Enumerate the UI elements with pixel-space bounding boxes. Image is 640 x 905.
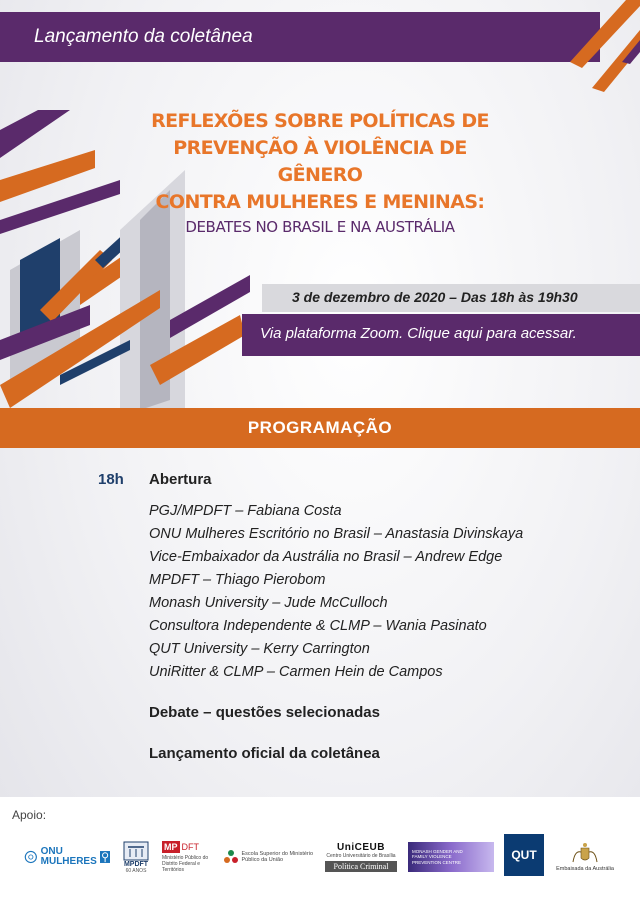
- speaker-item: Monash University – Jude McCulloch: [149, 595, 388, 611]
- speaker-item: PGJ/MPDFT – Fabiana Costa: [149, 503, 342, 519]
- speaker-item: ONU Mulheres Escritório no Brasil – Anastasia Divinskaya: [149, 526, 524, 542]
- title-line-2: PREVENÇÃO À VIOLÊNCIA DE GÊNERO: [173, 137, 467, 186]
- header-label: Lançamento da coletânea: [34, 26, 253, 47]
- politica-criminal-mark: Política Criminal: [325, 861, 397, 872]
- mulheres-text: MULHERES: [40, 856, 97, 867]
- event-title: [150, 108, 490, 216]
- esmpu-emblem-icon: [223, 849, 239, 865]
- program-opening: Abertura: [149, 471, 212, 488]
- dft-mark: DFT: [181, 842, 199, 852]
- support-label: Apoio:: [12, 808, 47, 822]
- mp-mark: MP: [164, 842, 178, 852]
- monash-logo: [408, 842, 494, 872]
- program-debate: Debate – questões selecionadas: [149, 704, 380, 721]
- speaker-item: UniRitter & CLMP – Carmen Hein de Campos: [149, 664, 443, 680]
- program-time: 18h: [98, 471, 124, 488]
- header-bar: [0, 12, 600, 62]
- speaker-item: QUT University – Kerry Carrington: [149, 641, 370, 657]
- uniceub-subtitle: Centro Universitário de Brasília: [326, 853, 396, 859]
- esmpu-logo: [220, 834, 320, 880]
- onu-mulheres-logo: [24, 834, 110, 880]
- program-launch: Lançamento oficial da coletânea: [149, 745, 380, 762]
- speaker-item: Consultora Independente & CLMP – Wania Pasinato: [149, 618, 487, 634]
- qut-logo: [504, 834, 544, 876]
- mpdft-60-logo: [118, 834, 154, 880]
- monash-text: MONASH GENDER AND FAMILY VIOLENCE PREVENTION CENTRE: [412, 848, 463, 865]
- uniceub-text: UniCEUB: [337, 842, 385, 853]
- corner-stripes-decoration: [530, 0, 640, 100]
- program-heading: PROGRAMAÇÃO: [247, 418, 393, 437]
- sixty-years-text: 60 ANOS: [125, 867, 147, 874]
- event-date: 3 de dezembro de 2020 – Das 18h às 19h30: [292, 289, 578, 305]
- date-box: [262, 284, 640, 312]
- qut-text: QUT: [511, 848, 537, 862]
- women-symbol-icon: [100, 850, 110, 864]
- mpdft-name: Ministério Público do Distrito Federal e Territórios: [162, 855, 209, 873]
- mpdft-logo: [162, 834, 212, 880]
- esmpu-text: Escola Superior do Ministério Público da União: [241, 851, 314, 863]
- speaker-item: Vice-Embaixador da Austrália no Brasil – Andrew Edge: [149, 549, 503, 565]
- building-icon: [123, 841, 149, 861]
- zoom-link-button[interactable]: [242, 314, 640, 356]
- onu-text: ONU: [40, 846, 63, 857]
- event-subtitle: DEBATES NO BRASIL E NA AUSTRÁLIA: [185, 218, 455, 236]
- zoom-link-label: Via plataforma Zoom. Clique aqui para acessar.: [260, 325, 577, 342]
- program-heading-bar: [0, 408, 640, 448]
- embassy-text: Embaixada da Austrália: [556, 866, 614, 872]
- uniceub-logo: [324, 834, 398, 880]
- title-line-1: REFLEXÕES SOBRE POLÍTICAS DE: [151, 110, 489, 132]
- mpdft-text: MPDFT: [123, 860, 149, 868]
- speaker-list: [149, 500, 523, 684]
- title-line-3: CONTRA MULHERES E MENINAS:: [155, 191, 485, 213]
- coat-of-arms-icon: [571, 842, 599, 866]
- australian-embassy-logo: [552, 834, 618, 880]
- speaker-item: MPDFT – Thiago Pierobom: [149, 572, 326, 588]
- un-emblem-icon: [24, 849, 38, 865]
